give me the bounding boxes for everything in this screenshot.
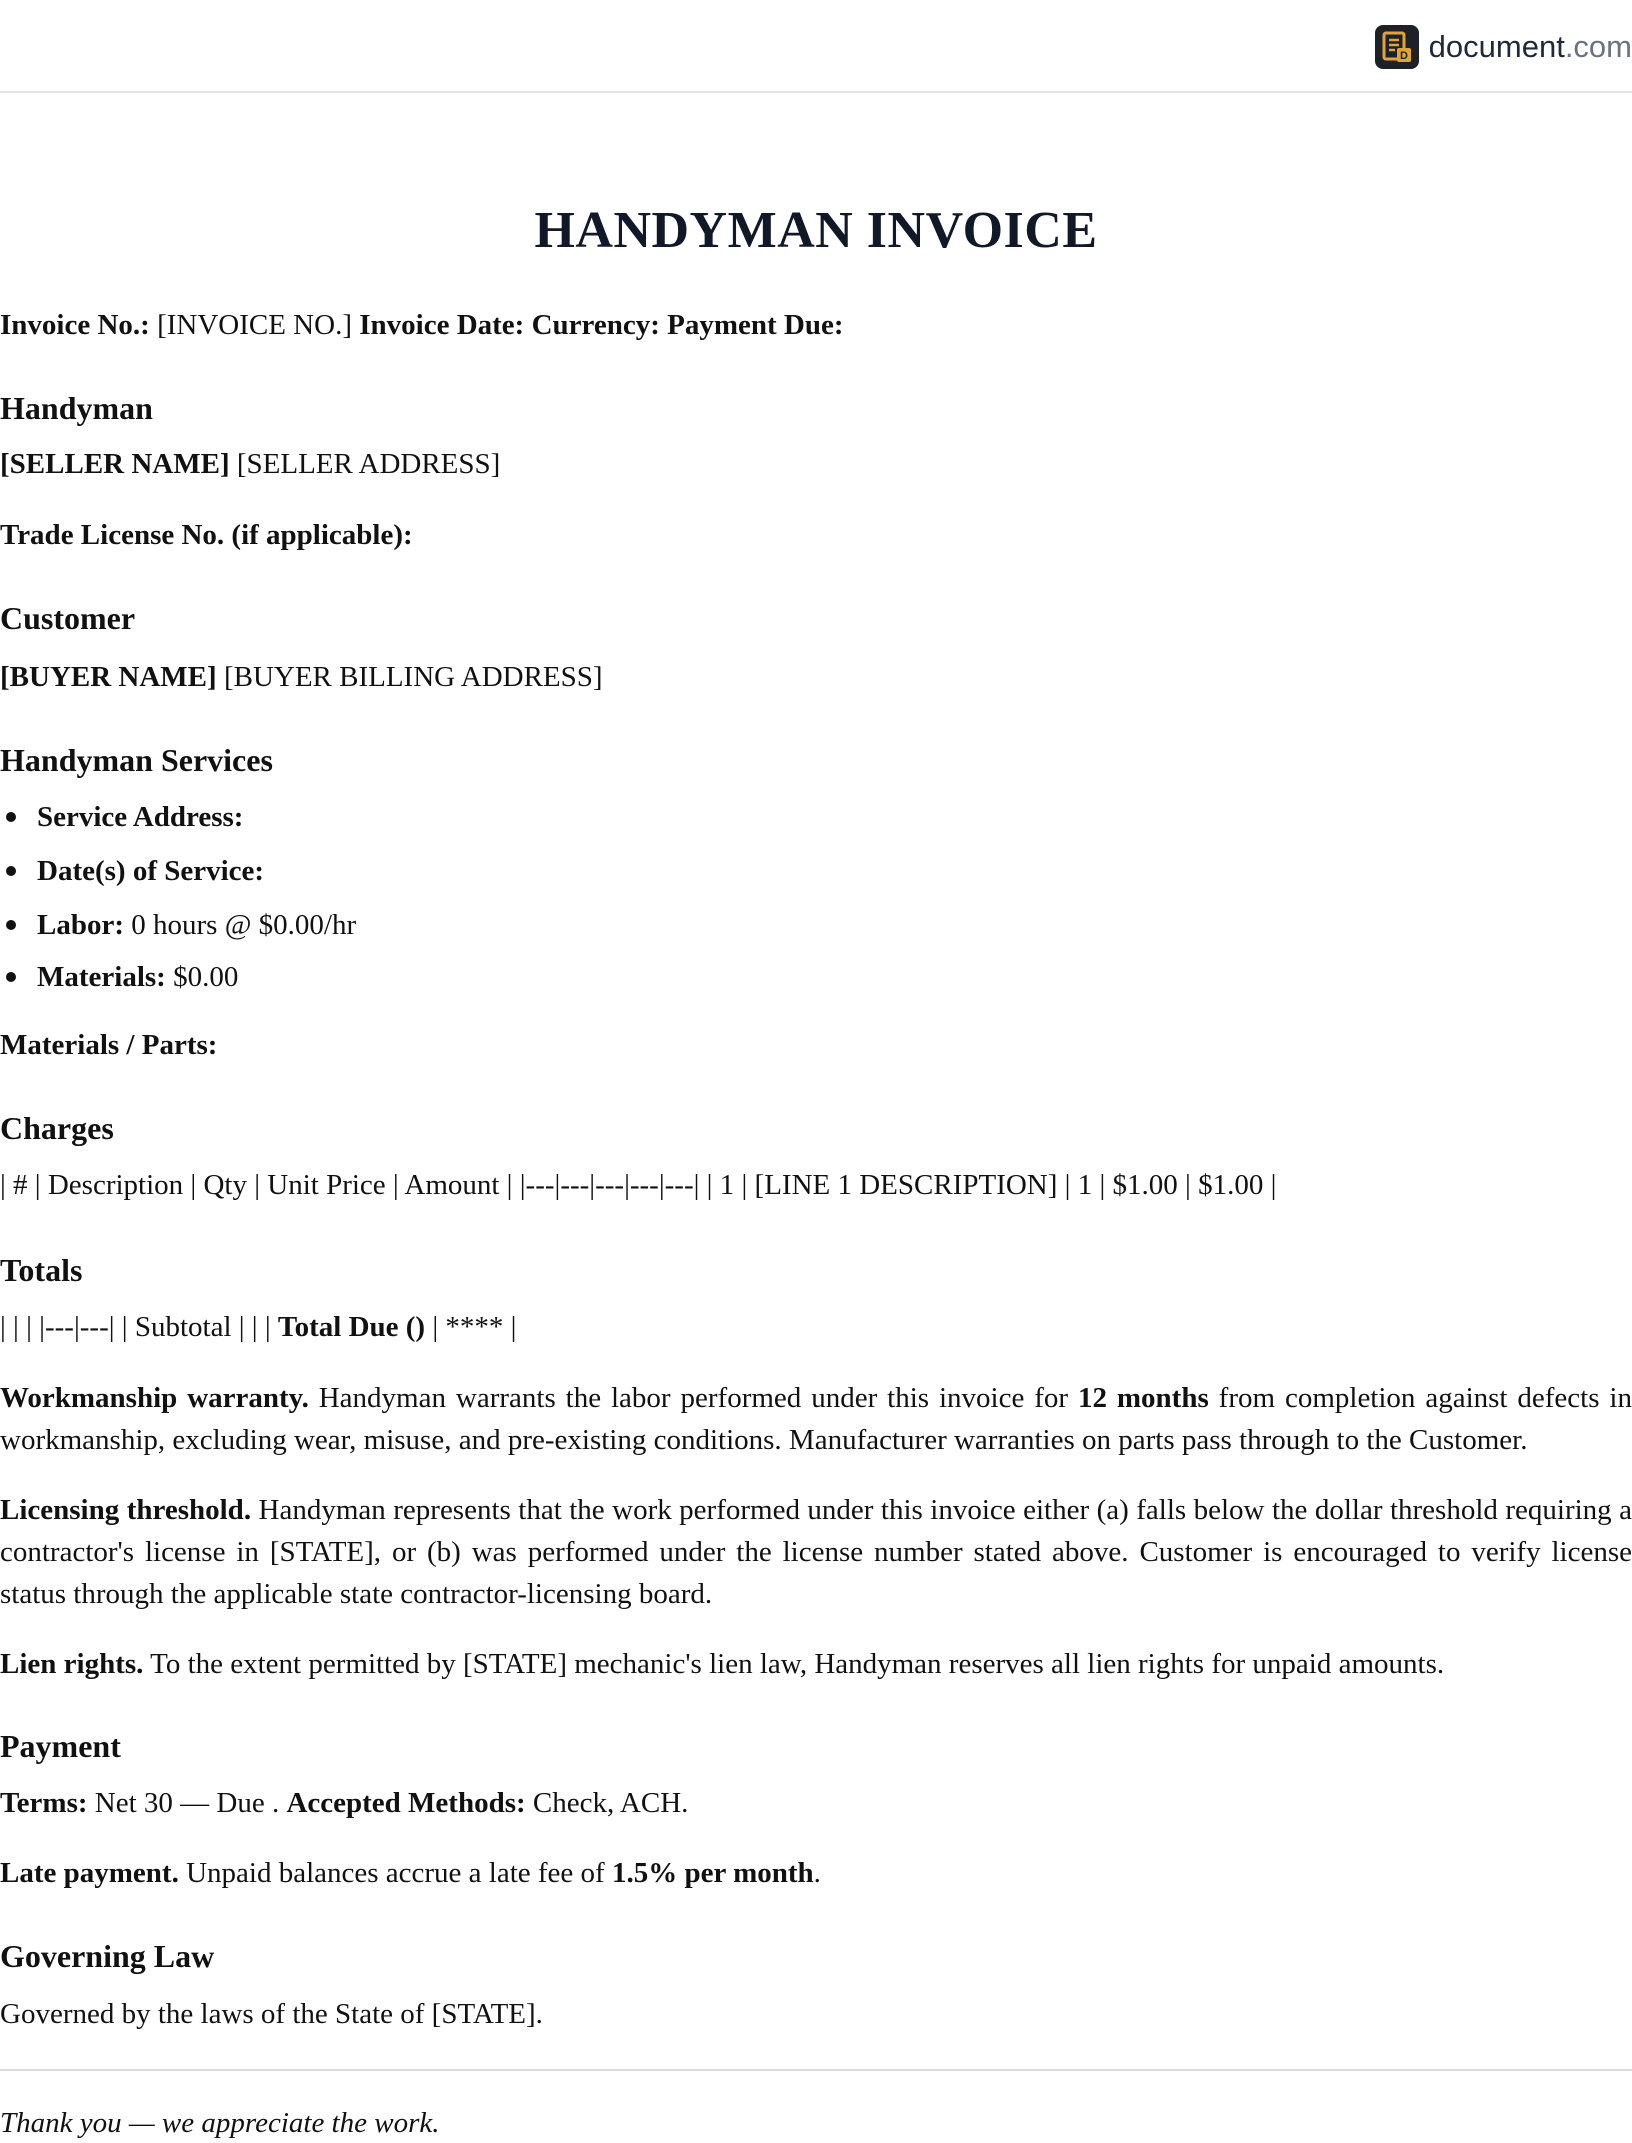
lien-paragraph: Lien rights. To the extent permitted by [STATE] mechanic's lien law, Handyman reserves all lien rights for unpaid amounts.	[0, 1648, 1445, 1680]
bullet-icon	[6, 866, 16, 876]
bullet-icon	[6, 812, 16, 822]
invoice-meta: Invoice No.: [INVOICE NO.] Invoice Date: Currency: Payment Due:	[0, 309, 844, 341]
bullet-icon	[6, 920, 16, 930]
buyer-info: [BUYER NAME] [BUYER BILLING ADDRESS]	[0, 661, 603, 693]
governing-text: Governed by the laws of the State of [STATE].	[0, 1998, 543, 2030]
licensing-paragraph: Licensing threshold. Handyman represents that the work performed under this invoice either (a) falls below the dollar threshold requiring a contractor's license in [STATE], or (b) was performed under the license number stated above. Customer is encouraged to verify license status through the applicable state contractor-licensing board.	[0, 1494, 1632, 1610]
charges-heading: Charges	[0, 1110, 114, 1146]
services-heading: Handyman Services	[0, 742, 273, 778]
document-title: HANDYMAN INVOICE	[534, 202, 1098, 259]
payment-terms: Terms: Net 30 — Due . Accepted Methods: Check, ACH.	[0, 1787, 689, 1819]
warranty-paragraph: Workmanship warranty. Handyman warrants the labor performed under this invoice for 12 months from completion against defects in workmanship, excluding wear, misuse, and pre-existing conditions. Manufacturer warranties on parts pass through to the Customer.	[0, 1382, 1632, 1456]
late-payment: Late payment. Unpaid balances accrue a late fee of 1.5% per month.	[0, 1857, 821, 1889]
brand-logo[interactable]	[1375, 25, 1632, 69]
thank-you-note: Thank you — we appreciate the work.	[0, 2107, 440, 2139]
payment-heading: Payment	[0, 1728, 121, 1764]
totals-table: | | | |---|---| | Subtotal | | | Total Due () | **** |	[0, 1311, 517, 1343]
brand-name: document.com	[1428, 29, 1632, 64]
svg-text:D: D	[1399, 50, 1408, 62]
bullet-icon	[6, 972, 16, 982]
customer-heading: Customer	[0, 600, 136, 636]
seller-info: [SELLER NAME] [SELLER ADDRESS]	[0, 448, 501, 480]
header-bar	[0, 0, 1632, 93]
footer-divider	[0, 2069, 1632, 2071]
trade-license: Trade License No. (if applicable):	[0, 519, 413, 551]
charges-table: | # | Description | Qty | Unit Price | Amount | |---|---|---|---|---| | 1 | [LINE 1 DESCRIPTION] | 1 | $1.00 | $1.00 |	[0, 1169, 1277, 1201]
handyman-heading: Handyman	[0, 390, 153, 426]
totals-heading: Totals	[0, 1252, 83, 1288]
governing-heading: Governing Law	[0, 1938, 215, 1974]
materials-parts: Materials / Parts:	[0, 1029, 218, 1061]
document-logo-icon	[1375, 25, 1419, 69]
